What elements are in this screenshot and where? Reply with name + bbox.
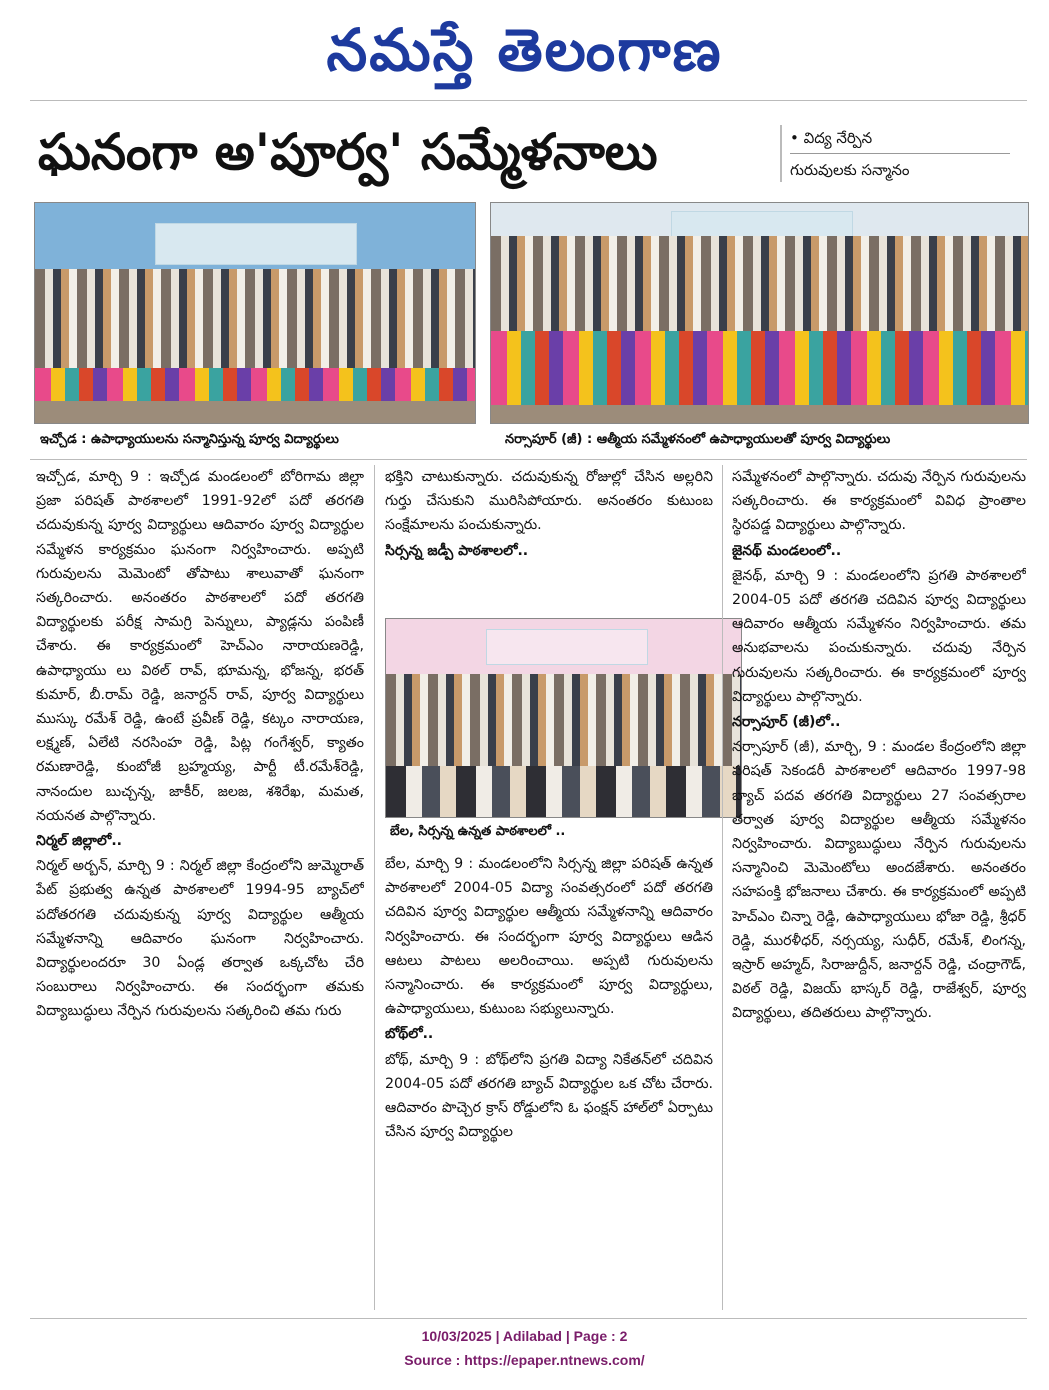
caption-bela: బేల, సిర్సన్న ఉన్నత పాఠశాలలో ..	[390, 824, 566, 839]
masthead	[0, 10, 1049, 90]
photo-bela	[385, 618, 742, 818]
column-2-top	[385, 465, 713, 610]
kicker-line-1: • విద్య నేర్పిన	[790, 129, 873, 147]
kicker	[780, 125, 1040, 182]
column-2-bottom	[385, 852, 713, 1310]
kicker-line-2: గురువులకు సన్మానం	[790, 161, 910, 179]
col2-paragraph-2: బేల, మార్చి 9 : మండలంలోని సిర్సన్న జిల్లా పరిషత్ ఉన్నత పాఠశాలలో 2004-05 విద్యా సంవత్సరంలో పదో తరగతి చదివిన పూర్వ విద్యార్థుల ఆత్మీయ సమ్మేళనాన్ని ఆదివారం నిర్వహించారు. ఈ సందర్భంగా పూర్వ విద్యార్థులు ఆడిన ఆటలు పాటలు అలరించాయి. అప్పటి గురువులను సన్మానించారు. ఈ కార్యక్రమంలో పూర్వ విద్యార్థులు, ఉపాధ్యాయులు, కుటుంబ సభ్యులున్నారు.	[385, 856, 713, 1018]
kicker-divider	[790, 153, 1010, 154]
photo-banner	[155, 223, 357, 265]
col2-paragraph-1: భక్తిని చాటుకున్నారు. చదువుకున్న రోజుల్లో చేసిన అల్లరిని గుర్తు చేసుకుని మురిసిపోయారు. అనంతరం కుటుంబ సంక్షేమాలను పంచుకున్నారు.	[385, 469, 713, 534]
caption-ichoda: ఇచ్చోడ : ఉపాధ్యాయులను సన్మానిస్తున్న పూర్వ విద్యార్థులు	[40, 432, 339, 447]
headline: ఘనంగా అ'పూర్వ' సమ్మేళనాలు	[38, 123, 658, 181]
footer-date: 10/03/2025 | Adilabad | Page : 2	[421, 1328, 628, 1344]
photo-ground	[35, 401, 475, 423]
bottom-divider	[30, 1318, 1027, 1319]
col1-subheading: నిర్మల్ జిల్లాలో..	[36, 833, 122, 850]
column-1	[36, 465, 364, 1310]
column-divider-2	[722, 465, 723, 1310]
photo-banner	[486, 629, 648, 665]
col2-subheading-1: సిర్సన్న జడ్పీ పాఠశాలలో..	[385, 542, 529, 559]
col2-paragraph-3: బోథ్, మార్చి 9 : బోథ్‌లోని ప్రగతి విద్యా నికేతన్‌లో చదివిన 2004-05 పదో తరగతి బ్యాచ్ విద్యార్థుల ఒక చోట చేరారు. ఆదివారం పొచ్చెర క్రాస్ రోడ్డులోని ఓ ఫంక్షన్ హాల్‌లో ఏర్పాటు చేసిన పూర్వ విద్యార్థుల	[385, 1051, 713, 1141]
caption-narsapur: నర్సాపూర్ (జీ) : ఆత్మీయ సమ్మేళనంలో ఉపాధ్యాయులతో పూర్వ విద్యార్థులు	[505, 432, 891, 447]
mid-divider	[30, 459, 1027, 460]
col3-paragraph-2: జైనథ్, మార్చి 9 : మండలంలోని ప్రగతి పాఠశాలలో 2004-05 పదో తరగతి చదివిన పూర్వ విద్యార్థులు ఆదివారం ఆత్మీయ సమ్మేళనం నిర్వహించారు. తమ అనుభవాలను పంచుకున్నారు. చదువు నేర్పిన గురువులను సత్కరించారు. ఈ కార్యక్రమంలో పూర్వ విద్యార్థులు పాల్గొన్నారు.	[732, 567, 1026, 705]
photo-ground	[491, 405, 1028, 423]
photo-ichoda	[34, 202, 476, 424]
top-divider	[30, 100, 1027, 101]
col3-paragraph-1: సమ్మేళనంలో పాల్గొన్నారు. చదువు నేర్పిన గురువులను సత్కరించారు. ఈ కార్యక్రమంలో వివిధ ప్రాంతాల స్థిరపడ్డ విద్యార్థులు పాల్గొన్నారు.	[732, 469, 1026, 534]
col1-paragraph-2: నిర్మల్ అర్బన్, మార్చి 9 : నిర్మల్ జిల్లా కేంద్రంలోని జుమ్మెరాత్ పేట్ ప్రభుత్వ ఉన్నత పాఠశాలలో 1994-95 బ్యాచ్‌లో పదోతరగతి చదువుకున్న పూర్వ విద్యార్థుల ఆత్మీయ సమ్మేళనాన్ని ఆదివారం ఘనంగా నిర్వహించారు. విద్యార్థులందరూ 30 ఏండ్ల తర్వాత ఒక్కచోట చేరి సంబురాలు నిర్వహించారు. ఈ సందర్భంగా తమకు విద్యాబుద్ధులు నేర్పిన గురువులను సత్కరించి తమ గురు	[36, 858, 364, 1020]
masthead-logo: నమస్తే తెలంగాణ	[326, 16, 723, 84]
column-divider-1	[374, 465, 375, 1310]
col3-paragraph-3: నర్సాపూర్ (జీ), మార్చి, 9 : మండల కేంద్రంలోని జిల్లా పరిషత్ సెకండరీ పాఠశాలలో ఆదివారం 1997-98 బ్యాచ్ పదవ తరగతి విద్యార్థులు 27 సంవత్సరాల తర్వాత పూర్వ విద్యార్థుల ఆత్మీయ సమ్మేళనం నిర్వహించారు. విద్యాబుద్ధులు నేర్పిన గురువులను సన్మానించి మెమెంటోలు అందజేశారు. అనంతరం సహపంక్తి భోజనాలు చేశారు. ఈ కార్యక్రమంలో అప్పటి హెచ్ఎం చిన్నా రెడ్డి, ఉపాధ్యాయులు భోజా రెడ్డి, శ్రీధర్ రెడ్డి, మురళీధర్, నర్సయ్య, సుధీర్, రమేశ్, లింగన్న, ఇస్రార్ అహ్మద్, సిరాజుద్దీన్, జనార్దన్ రెడ్డి, చంద్రాగౌడ్, విఠల్ రెడ్డి, విజయ్ భాస్కర్ రెడ్డి, రాజేశ్వర్, పూర్వ విద్యార్థులు, తదితరులు పాల్గొన్నారు.	[732, 739, 1026, 1022]
column-3	[732, 465, 1026, 1310]
col3-subheading-2: నర్సాపూర్ (జీ)లో..	[732, 714, 841, 731]
col2-subheading-2: బోథ్‌లో..	[385, 1026, 434, 1043]
footer-source: Source : https://epaper.ntnews.com/	[404, 1352, 645, 1368]
col1-paragraph-1: ఇచ్చోడ, మార్చి 9 : ఇచ్చోడ మండలంలో బోరిగామ జిల్లా ప్రజా పరిషత్ పాఠశాలలో 1991-92లో పదో తరగతి చదువుకున్న పూర్వ విద్యార్థులు ఆదివారం పూర్వ విద్యార్థుల సమ్మేళన కార్యక్రమం ఘనంగా నిర్వహించారు. అప్పటి గురువులను మెమెంటో తోపాటు శాలువాతో ఘనంగా సత్కరించారు. అనంతరం పాఠశాలలో పదో తరగతి విద్యార్థులకు పరీక్ష సామగ్రి పెన్నులు, ప్యాడ్లను పంపిణీ చేశారు. ఈ కార్యక్రమంలో హెచ్ఎం నారాయణరెడ్డి, ఉపాధ్యాయు లు విఠల్ రావ్, భూమన్న, భోజన్న, భరత్ కుమార్, బీ.రామ్ రెడ్డి, జనార్దన్ రావ్, పూర్వ విద్యార్థులు ముస్కు రమేశ్ రెడ్డి, ఉంటే ప్రవీణ్ రెడ్డి, కట్కం నారాయణ, లక్ష్మణ్, ఏలేటి నరసింహ రెడ్డి, పిట్ల గంగేశ్వర్, క్యాతం రమణారెడ్డి, కుంబోజీ బ్రహ్మయ్య, పార్టీ టీ.రమేశ్‌రెడ్డి, నానందుల బుచ్చన్న, జాకీర్, జలజ, శశిరేఖ, మమత, నయనత పాల్గొన్నారు.	[36, 469, 364, 824]
photo-narsapur	[490, 202, 1029, 424]
photo-front-row	[386, 766, 741, 817]
col3-subheading-1: జైనథ్ మండలంలో..	[732, 542, 842, 559]
